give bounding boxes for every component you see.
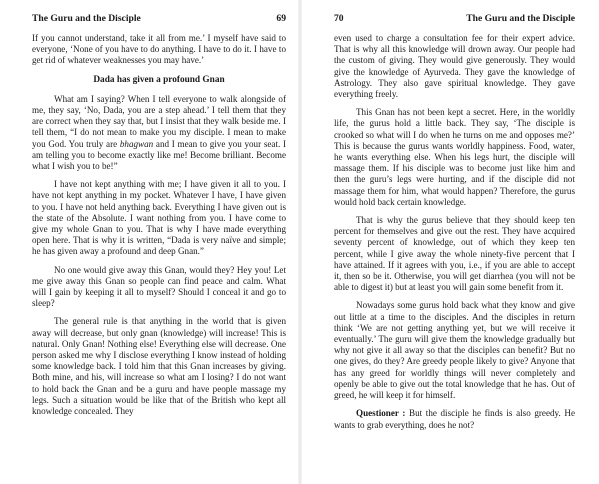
italic-term: bhagwan	[119, 138, 154, 149]
paragraph	[32, 94, 286, 172]
paragraph-text: But the disciple he finds is also greedy. He wants to grab everything, does he not?	[334, 408, 575, 430]
running-title: The Guru and the Disciple	[32, 13, 141, 24]
paragraph: I have not kept anything with me; I have given it all to you. I have not kept anything in my pocket. Whatever I have, I have given to you. I have not held anything back. Everything I have given out is the state of the Absolute. I want nothing from you. I have come to give my whole Gnan to you. That is why I have made everything open here. That is why it is written, “Dada is very naïve and simple; he has given away a profound and deep Gnan.”	[32, 179, 286, 257]
section-heading: Dada has given a profound Gnan	[93, 74, 225, 85]
paragraph: That is why the gurus believe that they should keep ten percent for themselves and give out the rest. They have acquired seventy percent of knowledge, out of which they keep ten percent, while I give away the whole ninety-five percent that I have attained. If it agrees with you, i.e., if you are able to accept it, then so be it. Otherwise, you will get diarrhea (you will not be able to digest it) but at least you will gain some benefit from it.	[334, 215, 575, 293]
paragraph: This Gnan has not been kept a secret. Here, in the worldly life, the gurus hold a little back. They say, ‘The disciple is crooked so what will I do when he turns on me and opposes me?’ This is because the gurus wants worldly happiness. Food, water, he wants everything else. When his legs hurt, the disciple will massage them. If his disciple was to become just like him and then the guru’s legs were hurting, and if the disciple did not massage them for him, what would happen? Therefore, the gurus would hold back certain knowledge.	[334, 107, 575, 207]
paragraph: The general rule is that anything in the world that is given away will decrease, but only gnan (knowledge) will increase! This is natural. Only Gnan! Nothing else! Everything else will decrease. One person asked me why I disclose everything I know instead of holding some knowledge back. I told him that this Gnan increases by giving. Both mine, and his, will increase so what am I losing? I do not want to hold back the Gnan and be a guru and have people massage my legs. Such a situation would be like that of the British who kept all knowledge concealed. They	[32, 316, 286, 417]
questioner-label: Questioner :	[356, 408, 406, 419]
paragraph: If you cannot understand, take it all from me.’ I myself have said to everyone, ‘None of you have to do anything. I have to do it. I have to get rid of whatever weaknesses you may have.’	[32, 33, 286, 66]
questioner-paragraph	[334, 408, 575, 430]
book-gutter	[298, 0, 302, 484]
running-title: The Guru and the Disciple	[466, 13, 575, 24]
paragraph-text: What am I saying? When I tell everyone to walk alongside of me, they say, ‘No, Dada, you are a step ahead.’ I tell them that they are correct when they say that, but I insist that they walk beside me. I tell them, “I do not mean to make you my disciple. I mean to make you God. You truly are	[32, 93, 286, 149]
paragraph: No one would give away this Gnan, would they? Hey you! Let me give away this Gnan so people can find peace and calm. What will I gain by keeping it all to myself? Should I conceal it and go to sleep?	[32, 264, 286, 309]
page-header	[32, 13, 286, 25]
paragraph: Nowadays some gurus hold back what they know and give out little at a time to the disciples. And the disciples in return think ‘We are not getting anything yet, but we will receive it eventually.’ The guru will give them the knowledge gradually but why not give it all away so that the disciples can benefit? But no one gives, do they? Are greedy people likely to give? Anyone that has any greed for worldly things will never completely and openly be able to give out the total knowledge that he has. Out of greed, he will keep it for himself.	[334, 300, 575, 401]
right-page	[304, 0, 599, 484]
left-page	[0, 0, 296, 484]
paragraph: even used to charge a consultation fee for their expert advice. That is why all this knowledge will drown away. Our people had the custom of giving. They would give generously. They would give the knowledge of Ayurveda. They gave the knowledge of Astrology. They also gave spiritual knowledge. They gave everything freely.	[334, 33, 575, 100]
page-header	[334, 13, 575, 25]
page-number: 70	[334, 13, 344, 24]
page-number: 69	[276, 13, 286, 24]
paragraph-text: and I mean to give you your seat. I am telling you to become exactly like me! Become brilliant. Become what I wish you to be!”	[32, 138, 286, 172]
